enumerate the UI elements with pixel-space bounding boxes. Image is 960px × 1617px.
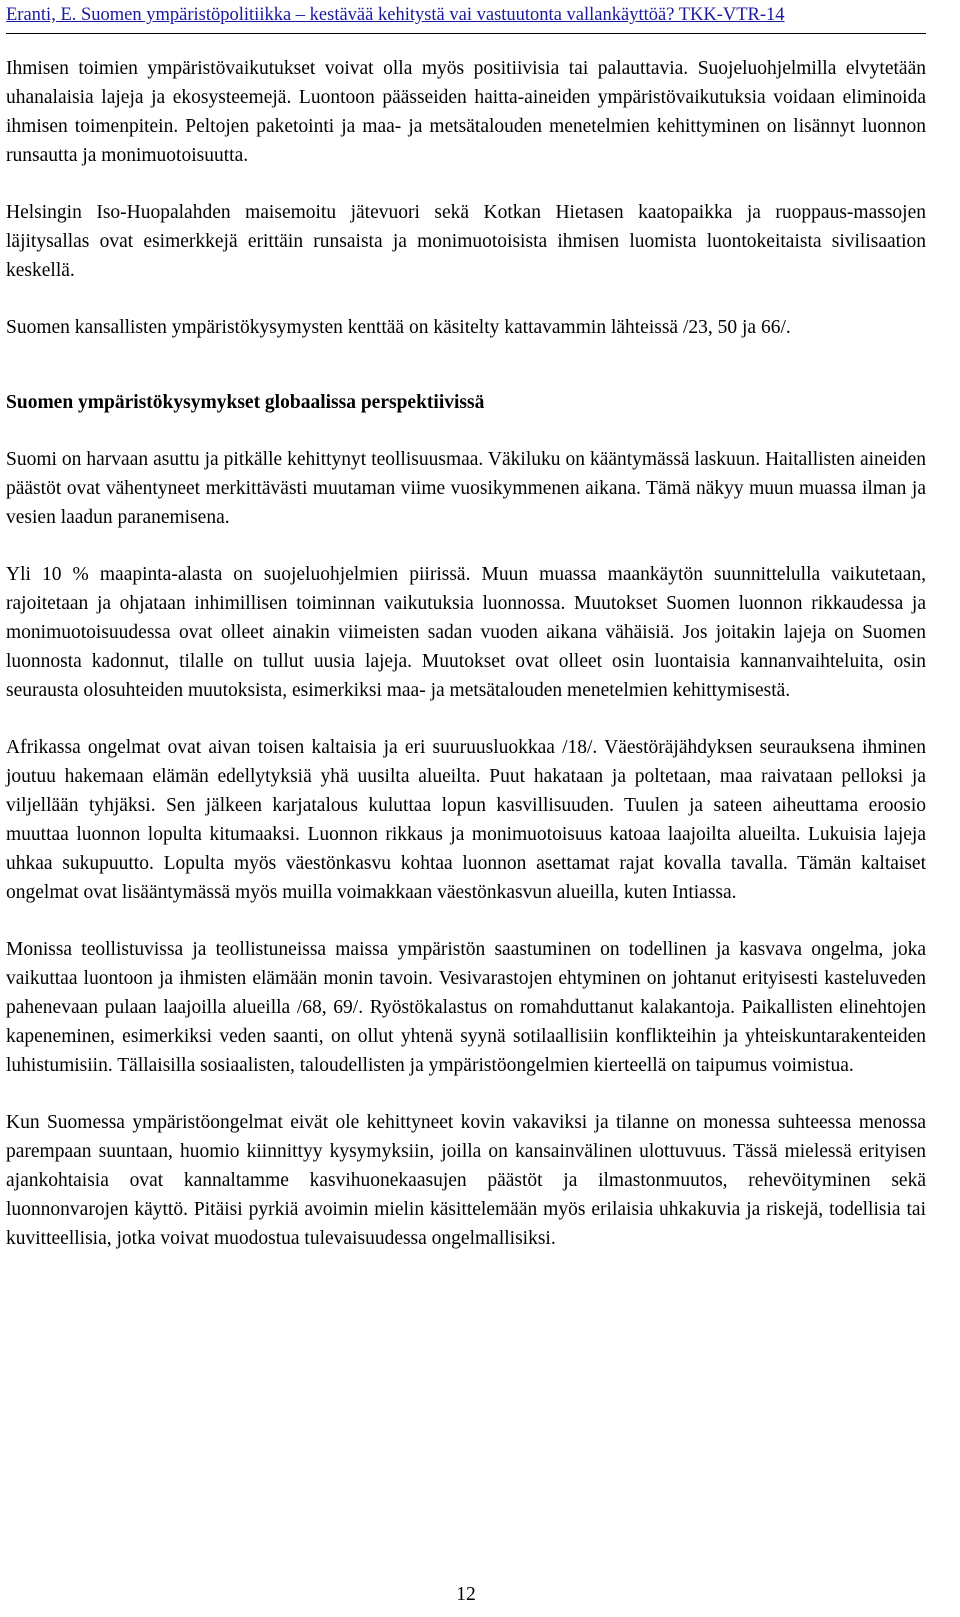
- paragraph-international-dimension: Kun Suomessa ympäristöongelmat eivät ole kehittyneet kovin vakaviksi ja tilanne on monessa suhteessa menossa parempaan suuntaan, huomio kiinnittyy kysymyksiin, joilla on kansainvälinen ulottuvuus. Tässä mielessä erityisen ajankohtaisia ovat kannaltamme kasvihuonekaasujen päästöt ja ilmastonmuutos, rehevöityminen sekä luonnonvarojen käyttö. Pitäisi pyrkiä avoimin mielin käsittelemään myös erilaisia uhkakuvia ja riskejä, todellisia tai kuvitteellisia, jotka voivat muodostua tulevaisuudessa ongelmallisiksi.: [6, 1112, 926, 1249]
- paragraph-positive-impacts: Ihmisen toimien ympäristövaikutukset voivat olla myös positiivisia tai palauttavia. Suojeluohjelmilla elvytetään uhanalaisia lajeja ja ekosysteemejä. Luontoon päässeiden haitta-aineiden ympäristövaikutuksia voidaan eliminoida ihmisen toimenpitein. Peltojen paketointi ja maa- ja metsätalouden menetelmien kehittyminen on lisännyt luonnon runsautta ja monimuotoisuutta.: [6, 58, 926, 166]
- paragraph-landfill-examples: Helsingin Iso-Huopalahden maisemoitu jätevuori sekä Kotkan Hietasen kaatopaikka ja ruoppaus-massojen läjitysallas ovat esimerkkejä erittäin runsaista ja monimuotoisista ihmisen luomista luontokeitaista sivilisaation keskellä.: [6, 202, 926, 281]
- header-divider: [6, 33, 926, 34]
- paragraph-africa: Afrikassa ongelmat ovat aivan toisen kaltaisia ja eri suuruusluokkaa /18/. Väestöräjähdyksen seurauksena ihminen joutuu hakemaan elämän edellytyksiä yhä uusilta alueilta. Puut hakataan ja poltetaan, maa raivataan pelloksi ja viljellään tyhjäksi. Sen jälkeen karjatalous kuluttaa lopun kasvillisuuden. Tuulen ja sateen aiheuttama eroosio muuttaa luonnon lopulta kitumaaksi. Luonnon rikkaus ja monimuotoisuus katoaa laajoilta alueilta. Lukuisia lajeja uhkaa sukupuutto. Lopulta myös väestönkasvu kohtaa luonnon asettamat rajat kovalla tavalla. Tämän kaltaiset ongelmat ovat lisääntymässä myös muilla voimakkaan väestönkasvun alueilla, kuten Intiassa.: [6, 737, 926, 903]
- section-heading: Suomen ympäristökysymykset globaalissa perspektiivissä: [6, 392, 485, 413]
- page-number: 12: [456, 1584, 476, 1605]
- document-body: [6, 54, 926, 1281]
- paragraph-national-issues: Suomen kansallisten ympäristökysymysten kenttää on käsitelty kattavammin lähteissä /23, 50 ja 66/.: [6, 317, 791, 338]
- header-citation-link[interactable]: Eranti, E. Suomen ympäristöpolitiikka – kestävää kehitystä vai vastuutonta vallankäyttöä? TKK-VTR-14: [6, 5, 785, 25]
- paragraph-protection-programs: Yli 10 % maapinta-alasta on suojeluohjelmien piirissä. Muun muassa maankäytön suunnittelulla vaikutetaan, rajoitetaan ja ohjataan inhimillisen toiminnan vaikutuksia luonnossa. Muutokset Suomen luonnon rikkaudessa ja monimuotoisuudessa ovat olleet ainakin viimeisten sadan vuoden aikana vähäisiä. Jos joitakin lajeja on Suomen luonnosta kadonnut, tilalle on tullut uusia lajeja. Muutokset ovat olleet osin luontaisia kannanvaihteluita, osin seurausta olosuhteiden muutoksista, esimerkiksi maa- ja metsätalouden menetelmien kehittymisestä.: [6, 564, 926, 701]
- paragraph-industrializing-countries: Monissa teollistuvissa ja teollistuneissa maissa ympäristön saastuminen on todellinen ja kasvava ongelma, joka vaikuttaa luontoon ja ihmisten elämään monin tavoin. Vesivarastojen ehtyminen on johtanut erityisesti kasteluveden pahenevaan pulaan laajoilla alueilla /68, 69/. Ryöstökalastus on romahduttanut kalakantoja. Paikallisten elinehtojen kapeneminen, esimerkiksi veden saanti, on ollut yhtenä syynä sotilaallisiin konflikteihin ja yhteiskuntarakenteiden luhistumisiin. Tällaisilla sosiaalisten, taloudellisten ja ympäristöongelmien kierteellä on taipumus voimistua.: [6, 939, 926, 1076]
- paragraph-finland-overview: Suomi on harvaan asuttu ja pitkälle kehittynyt teollisuusmaa. Väkiluku on kääntymässä laskuun. Haitallisten aineiden päästöt ovat vähentyneet merkittävästi muutaman viime vuosikymmenen aikana. Tämä näkyy muun muassa ilman ja vesien laadun paranemisena.: [6, 449, 926, 528]
